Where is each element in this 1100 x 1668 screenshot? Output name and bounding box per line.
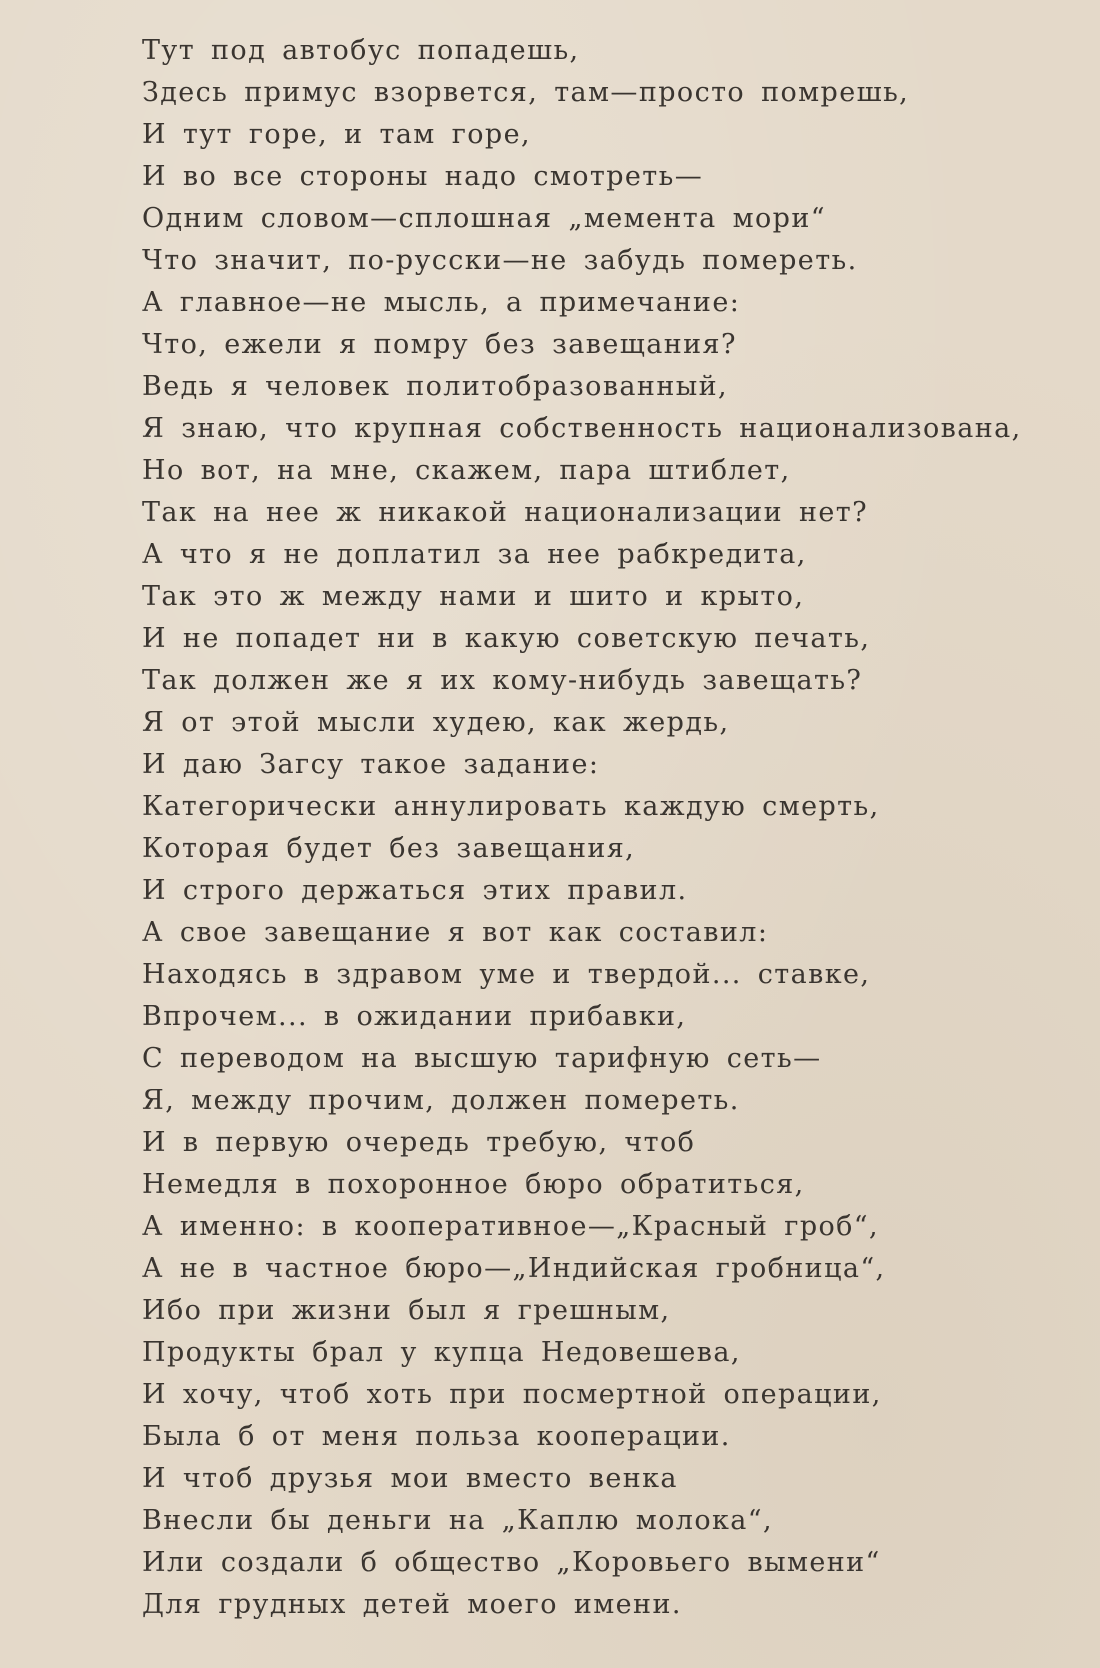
poem-line: Я от этой мысли худею, как жердь,	[142, 707, 730, 738]
poem-line: Что значит, по-русски—не забудь помереть.	[142, 245, 858, 276]
poem-line: Для грудных детей моего имени.	[142, 1589, 682, 1620]
poem-line: Я, между прочим, должен помереть.	[142, 1085, 740, 1116]
poem-line: Находясь в здравом уме и твердой... ставке,	[142, 959, 871, 990]
poem-line: Так это ж между нами и шито и крыто,	[142, 581, 805, 612]
poem-line: И тут горе, и там горе,	[142, 119, 531, 150]
poem-line: И хочу, чтоб хоть при посмертной операции,	[142, 1379, 882, 1410]
poem-line: И чтоб друзья мои вместо венка	[142, 1463, 678, 1494]
poem-line: Так на нее ж никакой национализации нет?	[142, 497, 868, 528]
poem-line: А не в частное бюро—„Индийская гробница“,	[142, 1253, 886, 1284]
poem-line: Я знаю, что крупная собственность национализована,	[142, 413, 1022, 444]
poem-line: Здесь примус взорвется, там—просто помрешь,	[142, 77, 910, 108]
poem-line: Которая будет без завещания,	[142, 833, 636, 864]
poem-line: Что, ежели я помру без завещания?	[142, 329, 737, 360]
poem-line: Тут под автобус попадешь,	[142, 35, 580, 66]
poem-line: Так должен же я их кому-нибудь завещать?	[142, 665, 863, 696]
poem-line: И во все стороны надо смотреть—	[142, 161, 704, 192]
poem-line: Ведь я человек политобразованный,	[142, 371, 728, 402]
poem-line: Впрочем... в ожидании прибавки,	[142, 1001, 687, 1032]
poem-line: Категорически аннулировать каждую смерть,	[142, 791, 880, 822]
poem-line: И строго держаться этих правил.	[142, 875, 688, 906]
poem-line: Была б от меня польза кооперации.	[142, 1421, 731, 1452]
poem-line: Но вот, на мне, скажем, пара штиблет,	[142, 455, 791, 486]
poem-line: Или создали б общество „Коровьего вымени“	[142, 1547, 881, 1578]
poem-line: Одним словом—сплошная „мемента мори“	[142, 203, 826, 234]
poem-line: С переводом на высшую тарифную сеть—	[142, 1043, 822, 1074]
poem-line: И в первую очередь требую, чтоб	[142, 1127, 696, 1158]
poem-line: И не попадет ни в какую советскую печать,	[142, 623, 871, 654]
poem-line: И даю Загсу такое задание:	[142, 749, 600, 780]
poem-line: Немедля в похоронное бюро обратиться,	[142, 1169, 805, 1200]
poem-line: А что я не доплатил за нее рабкредита,	[142, 539, 807, 570]
poem-line: А свое завещание я вот как составил:	[142, 917, 769, 948]
poem-line: Ибо при жизни был я грешным,	[142, 1295, 671, 1326]
poem-text	[142, 30, 1042, 1626]
poem-line: А именно: в кооперативное—„Красный гроб“,	[142, 1211, 879, 1242]
poem-line: Внесли бы деньги на „Каплю молока“,	[142, 1505, 773, 1536]
poem-line: А главное—не мысль, а примечание:	[142, 287, 741, 318]
poem-line: Продукты брал у купца Недовешева,	[142, 1337, 741, 1368]
